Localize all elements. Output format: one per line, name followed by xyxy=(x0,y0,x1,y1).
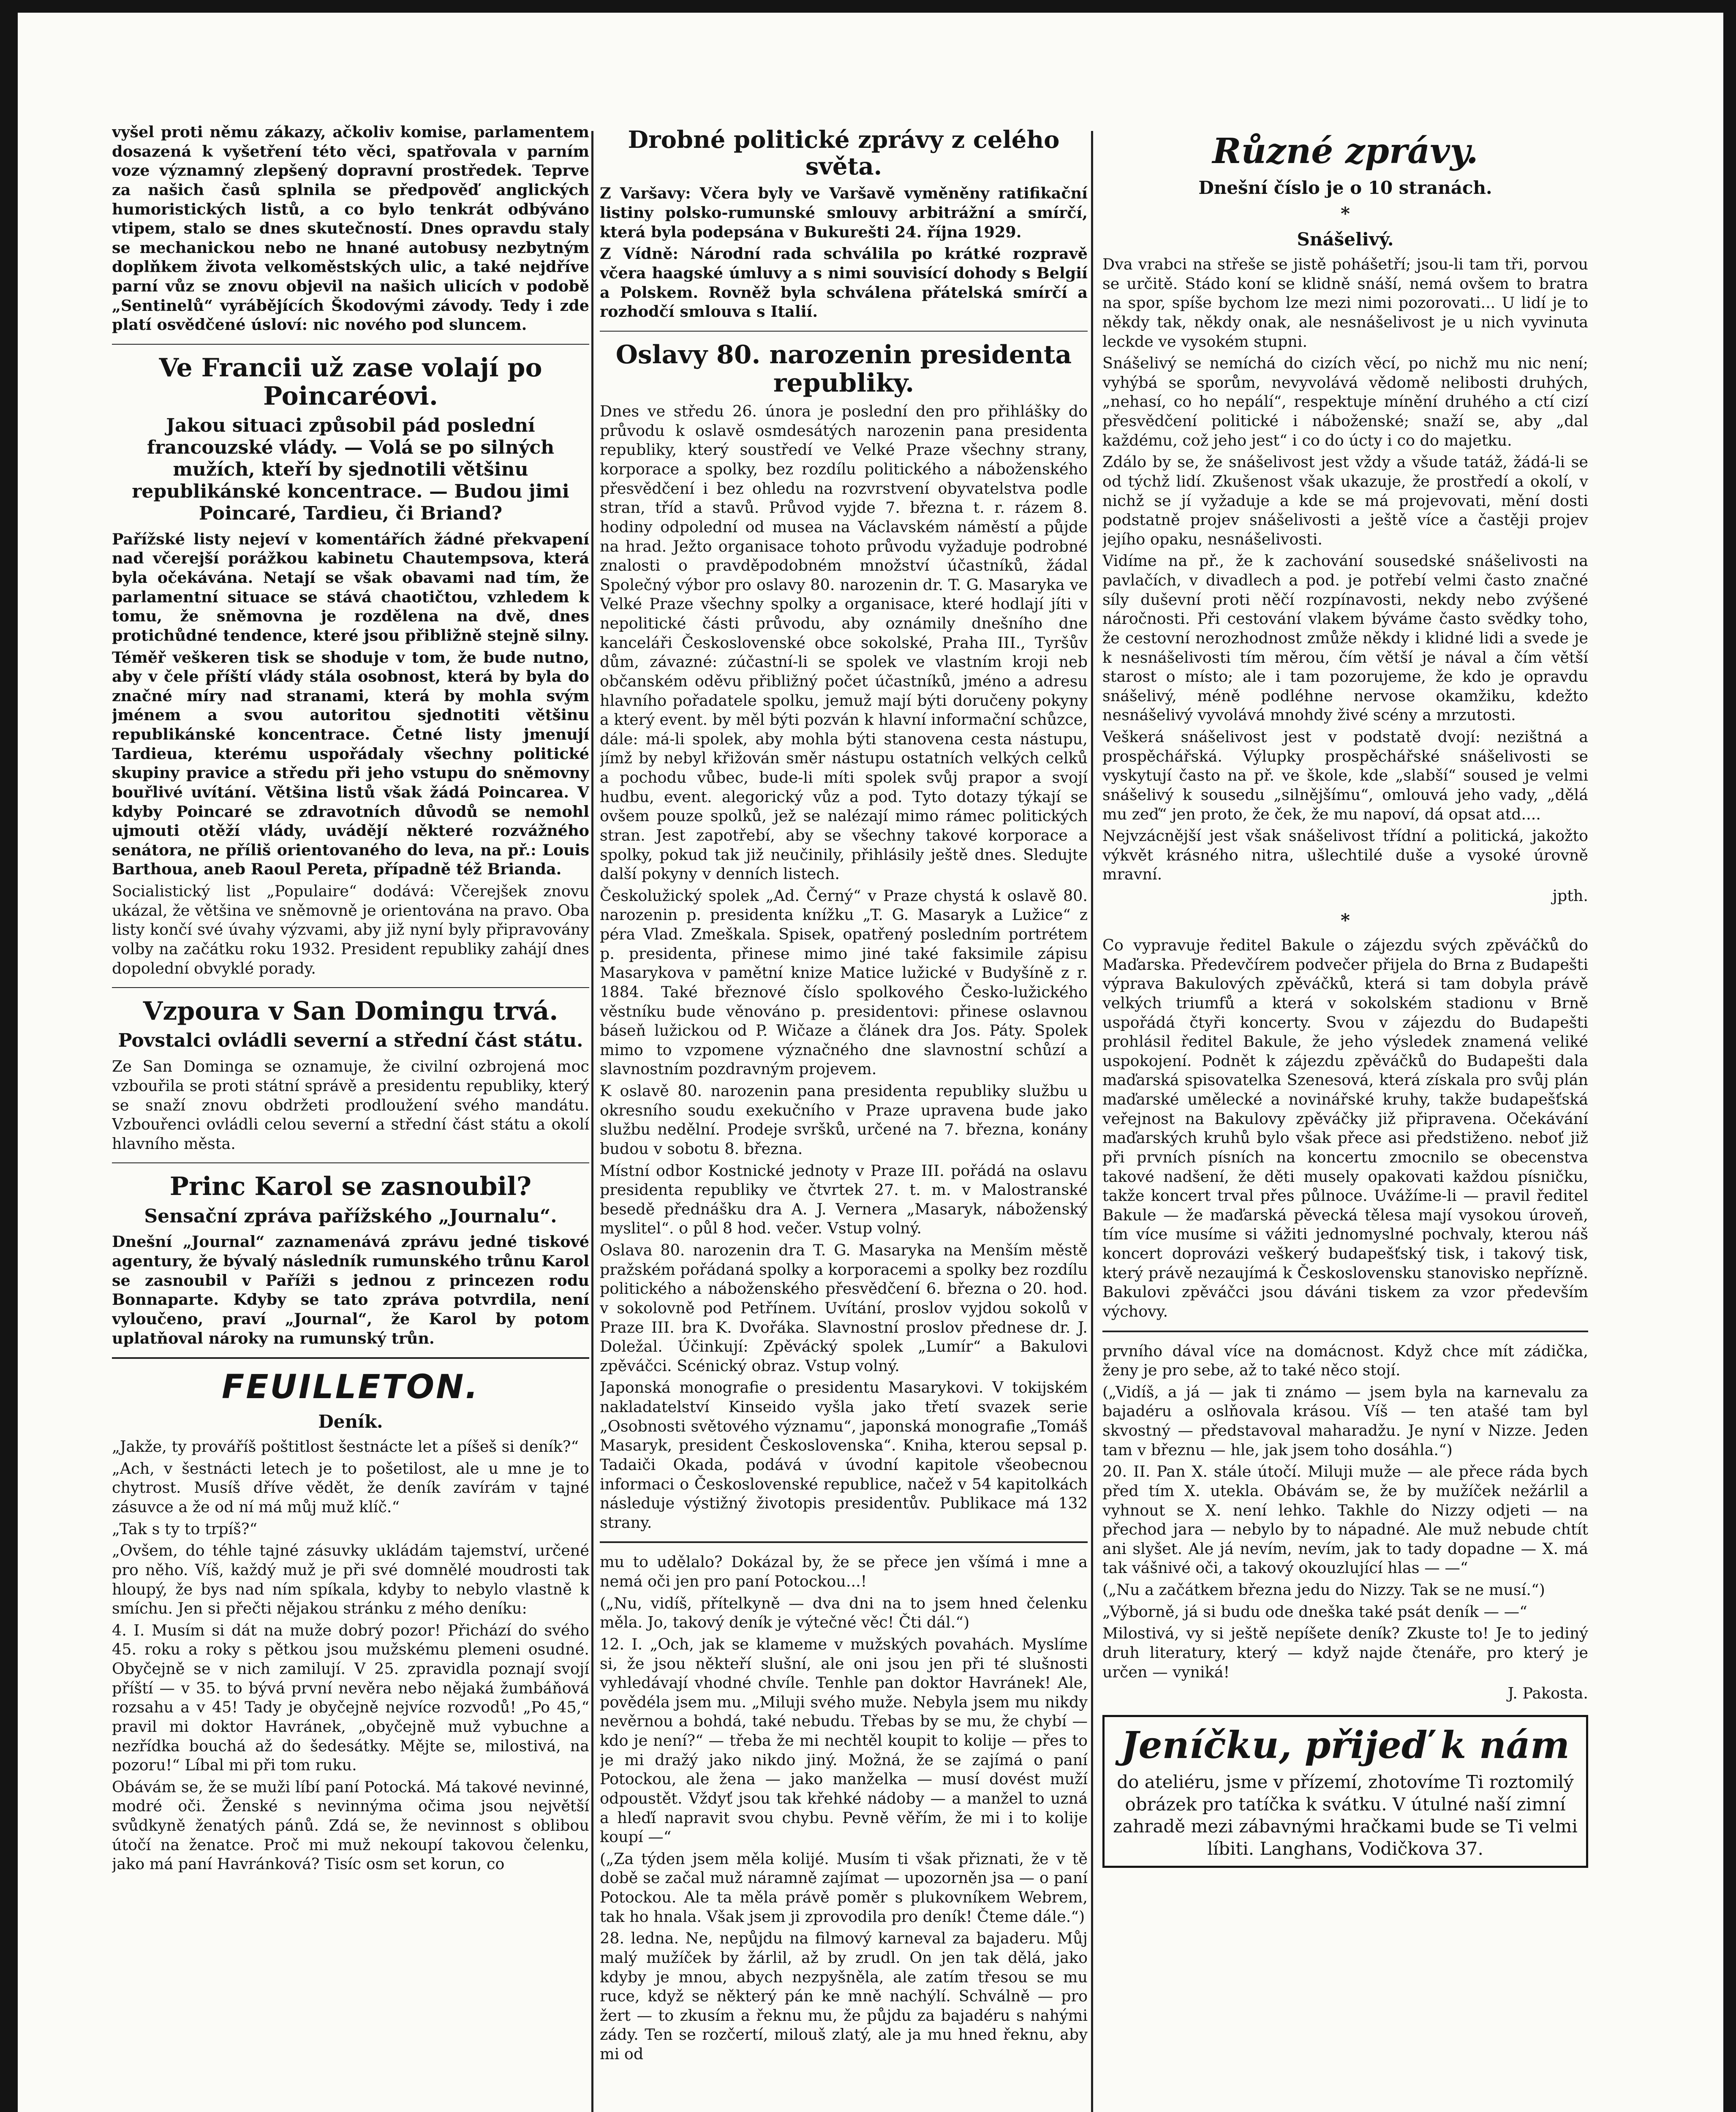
separator-star: * xyxy=(1341,203,1350,224)
column-1 xyxy=(112,122,589,2112)
poincare-headline: Ve Francii už zase volají po Poincaréovi. xyxy=(159,353,542,411)
feuilleton-paragraph: Milostivá, vy si ještě nepíšete deník? Zkuste to! Je to jediný druh literatury, který — když najde čtenáře, pro který je určen — vyniká! xyxy=(1102,1624,1588,1681)
snaselivy-paragraph: Snášelivý se nemíchá do cizích věcí, po nichž mu nic není; vyhýbá se sporům, nevyvolává vědomě nelibosti druhých, „nehasí, co ho nepálí“, respektuje mínění druhého a ctí cizí přesvědčení politické i náboženské; snaží se, aby „dal každému, což jeho jest“ i co do úcty i co do majetku. xyxy=(1102,354,1588,449)
divider xyxy=(600,1541,1088,1543)
feuilleton-title: FEUILLETON. xyxy=(221,1368,480,1407)
divider xyxy=(112,1357,589,1359)
oslavy-paragraph: Českolužický spolek „Ad. Černý“ v Praze chystá k oslavě 80. narozenin p. presidenta knížku „T. G. Masaryk a Lužice“ z péra Vlad. Zmeškala. Spisek, opatřený posledním portrétem p. presidenta, přinese mimo jiné také faksimile zápisu Masarykova v pamětní knize Matice lužické v Budyšíně z r. 1884. Také březnové číslo spolkového Česko-lužického věstníku bude věnováno p. presidentovi: přinese oslavnou báseň lužickou od P. Wičaze a článek dra Jos. Páty. Spolek mimo to vzpomene význačného dne slavnostní schůzí a slavnostním pozdravným projevem. xyxy=(600,886,1088,1078)
oslavy-paragraph: Dnes ve středu 26. února je poslední den pro přihlášky do průvodu k oslavě osmdesátých narozenin pana presidenta republiky, který soustředí ve Velké Praze všechny strany, korporace a spolky, bez rozdílu politického a náboženského přesvědčení i bez ohledu na rozvrstvení obyvatelstva podle stran, tříd a stavů. Průvod vyjde 7. března t. r. rázem 8. hodiny odpolední od musea na Václavském náměstí a půjde na hrad. Ježto organisace tohoto průvodu vyžaduje podrobné znalosti o pravděpodobném množství účastníků, žádal Společný výbor pro oslavy 80. narozenin dr. T. G. Masaryka ve Velké Praze všechny spolky a organisace, které hodlají jíti v nepolitické části průvodu, aby oznámily dnešního dne kanceláři Československé obce sokolské, Praha III., Tyršův dům, závazné: zúčastní-li se spolek ve vlastním kroji neb občanském oděvu přibližný počet účastníků, jméno a adresu hlavního pořadatele spolku, jemuž mají býti doručeny pokyny a který event. by měl býti pozván k hlavní informační schůzce, dále: má-li spolek, aby mohla býti stanovena cesta nástupu, jímž by nebyl křižován směr nástupu ostatních velkých celků a pochodu vůbec, bude-li míti spolek svůj prapor a svojí hudbu, event. alegorický vůz a pod. Tyto dotazy týkají se ovšem pouze spolků, jež se nalézají mimo rámec politických stran. Jest zapotřebí, aby se všechny takové korporace a spolky, pokud tak již neučinily, přihlásily ještě dnes. Sledujte další pokyny v denních listech. xyxy=(600,402,1088,883)
divider xyxy=(112,344,589,345)
drobne-paragraph: Z Vídně: Národní rada schválila po krátké rozpravě včera haagské úmluvy a s nimi souvisící dohody s Belgií a Polskem. Rovněž byla schválena přátelská smírčí a rozhodčí smlouva s Italií. xyxy=(600,245,1088,321)
oslavy-paragraph: Japonská monografie o presidentu Masarykovi. V tokijském nakladatelství Kinseido vyšla jako třetí svazek serie „Osobnosti světového významu“, japonská monografie „Tomáš Masaryk, president Československa“. Kniha, kterou sepsal p. Tadaiči Okada, podává v úvodní kapitole všeobecnou informaci o Československé republice, načež v 54 kapitolkách následuje výstižný životopis presidentův. Publikace má 132 strany. xyxy=(600,1378,1088,1532)
section-title: Různé zprávy. xyxy=(1212,131,1478,171)
feuilleton-paragraph: („Vidíš, a já — jak ti známo — jsem byla na karnevalu za bajadéru a oslňovala krásou. Víš — ten atašé tam byl skvostný — představoval maharadžu. Je nyní v Nizze. Jeden tam v březnu — hle, jak jsem toho dosáhla.“) xyxy=(1102,1383,1588,1459)
divider xyxy=(112,1162,589,1163)
feuilleton-paragraph: 4. I. Musím si dát na muže dobrý pozor! Přichází do svého 45. roku a roky s pětkou jsou mužskému plemeni osudné. Obyčejně se v nich zamilují. V 25. zpravidla poznají svojí příští — v 35. to bývá první nevěra nebo nějaká žumbáňová rozsahu a v 45! Tady je obyčejně nejvíce rozvodů! „Po 45,“ pravil mi doktor Havránek, „obyčejně muž vybuchne a nezřídka bouchá až do šedesátky. Mějte se, milostivá, na pozoru!“ Líbal mi při tom ruku. xyxy=(112,1621,589,1775)
feuilleton-paragraph: Obávám se, že se muži líbí paní Potocká. Má takové nevinné, modré oči. Ženské s nevinnýma očima jsou největší svůdkyně ženatých pánů. Zdá se, že nevinnost s oblibou útočí na ženatce. Proč mi muž nekoupí takovou čelenku, jako má paní Havránková? Tisíc osm set korun, co xyxy=(112,1777,589,1873)
divider xyxy=(112,987,589,988)
column-rule-2 xyxy=(1091,131,1093,2112)
bakule-paragraph: Co vypravuje ředitel Bakule o zájezdu svých zpěváčků do Maďarska. Předevčírem podvečer přijela do Brna z Budapešti výprava Bakulových zpěváčků, která si tam dobyla právě velkých triumfů a která v sokolském stadionu v Brně uspořádá čtyři koncerty. Svou v zájezdu do Budapešti prohlásil ředitel Bakule, že jeho výsledek znamená veliké uspokojení. Podnět k zájezdu zpěváčků do Budapešti dala maďarská spisovatelka Szenesová, která získala pro svůj plán maďarské umělecké a novinářské kruhy, takže budapešťská veřejnost na Bakulovy zpěváčky již připravena. Očekávání maďarských kruhů bylo však přece asi předstiženo. neboť již při prvních písních na koncertu zmocnilo se obecenstva takové nadšení, že děti musely opakovati každou písničku, takže koncert trval přes půlnoce. Uvážíme-li — pravil ředitel Bakule — že maďarská pěvecká tělesa mají vysokou úroveň, tím více musíme si vážiti jednomyslné pochvaly, kterou náš koncert doprovázi veškerý budapešťský tisk, i takový tisk, který právě nezaujímá k Československu stanovisko nepřízně. Bakulovi zpěváčci jsou dáváni tiskem za vzor především výchovy. xyxy=(1102,936,1588,1320)
column-3 xyxy=(1102,122,1588,2112)
snaselivy-paragraph: Dva vrabci na střeše se jistě pohášetří; jsou-li tam tři, porvou se určitě. Stádo koní se klidně snáší, nemá ovšem to bratra na spor, spíše bychom lze mezi nimi pozorovati... U lidí je to někdy tak, někdy onak, ale nesnášelivost je u nich vyvinuta leckde ve vysokém stupni. xyxy=(1102,255,1588,351)
karol-paragraph: Dnešní „Journal“ zaznamenává zprávu jedné tiskové agentury, že bývalý následník rumunského trůnu Karol se zasnoubil v Paříži s jednou z princezen rodu Bonnaparte. Kdyby se tato zpráva potvrdila, není vyloučeno, praví „Journal“, že Karol by potom uplatňoval nároky na rumunský trůn. xyxy=(112,1233,589,1347)
feuilleton-paragraph: („Nu a začátkem března jedu do Nizzy. Tak se ne musí.“) xyxy=(1102,1581,1545,1599)
feuilleton-paragraph: 28. ledna. Ne, nepůjdu na filmový karneval za bajaderu. Můj malý mužíček by žárlil, až by zrudl. On jen tak dělá, jako kdyby je mnou, abych nezpyšněla, ale zatím třesou se mu ruce, když se některý pán ke mně nachýlí. Schválně — pro žert — to zkusím a řeknu mu, že půjdu za bajadéru s nahými zády. Ten se rozčertí, milouš zlatý, ale ja mu hned řeknu, aby mi od xyxy=(600,1929,1088,2063)
poincare-deck: Jakou situaci způsobil pád poslední francouzské vlády. — Volá se po silných mužích, kteří by sjednotili většinu republikánské koncentrace. — Budou jimi Poincaré, Tardieu, či Briand? xyxy=(132,415,569,524)
column-rule-1 xyxy=(591,131,593,2112)
feuilleton-paragraph: („Nu, vidíš, přítelkyně — dva dni na to jsem hned čelenku měla. Jo, takový deník je výtečné věc! Čti dál.“) xyxy=(600,1594,1088,1632)
feuilleton-paragraph: „Výborně, já si budu ode dneška také psát deník — —“ xyxy=(1102,1602,1527,1621)
snaselivy-paragraph: Vidíme na př., že k zachování sousedské snášelivosti na pavlačích, v divadlech a pod. je potřebí velmi často značné síly duševní proti něčí rozpínavosti, nekdy nebo zvýšené náročnosti. Při cestování vlakem býváme často svědky toho, že cestovní nerozhodnost zmůže někdy i klidné lidi a svede je k nesnášelivosti tím měrou, čím větší je nával a čím větší starost o místo; ale i tam pozorujeme, že kdo je opravdu snášelivý, méně podléhne nervose okamžiku, kdežto nesnášelivý vyvolává mnohdy živé scény a mrzutosti. xyxy=(1102,552,1588,724)
issue-note: Dnešní číslo je o 10 stranách. xyxy=(1198,177,1492,198)
karol-deck: Sensační zpráva pařížského „Journalu“. xyxy=(144,1205,557,1227)
oslavy-paragraph: Oslava 80. narozenin dra T. G. Masaryka na Menším městě pražském pořádaná spolky a korporacemi a spolky bez rozdílu politického a náboženského přesvědčení 6. března o 20. hod. v sokolovně pod Petřínem. Uvítání, proslov vyjdou sokolů v Praze III. bra K. Dvořáka. Slavnostní proslov přednese dr. J. Doležal. Účinkují: Zpěvácký spolek „Lumír“ a Bakulovi zpěváčci. Scénický obraz. Vstup volný. xyxy=(600,1241,1088,1375)
feuilleton-signature: J. Pakosta. xyxy=(1507,1684,1588,1703)
divider xyxy=(1102,1331,1588,1332)
page-border-right xyxy=(1723,0,1736,2112)
page-border-top xyxy=(0,0,1736,13)
poincare-paragraph: Téměř veškeren tisk se shoduje v tom, že bude nutno, aby v čele příští vlády stála osobnost, která by byla do značné míry nad stranami, která by mohla svým jménem a svou autoritou sjednotiti většinu republikánské koncentrace. Četné listy jmenují Tardieua, kterému uspořádaly všechny politické skupiny pravice a středu při jeho vstupu do sněmovny bouřlivé uvítání. Většina listů však žádá Poincarea. V kdyby Poincaré se zdravotních důvodů se nemohl ujmouti otěží vlády, uvádějí některé rozvážného senátora, ne příliš orientovaného do leva, na př.: Louis Barthoua, aneb Raoul Pereta, případně též Brianda. xyxy=(112,648,589,879)
domingo-headline: Vzpoura v San Domingu trvá. xyxy=(143,996,558,1026)
oslavy-headline: Oslavy 80. narozenin presidenta republiky. xyxy=(615,340,1072,398)
feuilleton-paragraph: mu to udělalo? Dokázal by, že se přece jen všímá i mne a nemá oči jen pro paní Potockou...! xyxy=(600,1553,1088,1591)
oslavy-paragraph: Místní odbor Kostnické jednoty v Praze III. pořádá na oslavu presidenta republiky ve čtvrtek 27. t. m. v Malostranské besedě přednášku dra A. J. Vernera „Masaryk, náboženský myslitel“. o půl 8 hod. večer. Vstup volný. xyxy=(600,1161,1088,1238)
feuilleton-paragraph: „Ach, v šestnácti letech je to pošetilost, ale u mne je to chytrost. Musíš dříve vědět, že deník zavírám v tajné zásuvce a že od ní má můj muž klíč.“ xyxy=(112,1459,589,1516)
feuilleton-paragraph: 12. I. „Och, jak se klameme v mužských povahách. Myslíme si, že jsou někteří slušní, ale oni jsou jen při té slušnosti vyhledávají vhodné chvíle. Tenhle pan doktor Havránek! Ale, povědéla jsem mu. „Miluji svého muže. Nebyla jsem mu nikdy nevěrnou a bohdá, také nebudu. Třebas by se mu, že chybí — kdo je není?“ — třeba že mi nechtěl koupit to kolije — přes to je mi dražý jako nikdo jiný. Možná, že se zajímá o paní Potockou, ale žena — jako manželka — musí dovést muží odpoustět. Vždyť jsou tak křehké nádoby — a manžel to uzná a hleďí napravit svou chybu. Pevně věřím, že mi i to kolije koupí —“ xyxy=(600,1635,1088,1846)
feuilleton-paragraph: „Ovšem, do téhle tajné zásuvky ukládám tajemství, určené pro něho. Víš, každý muž je při své domnělé moudrosti tak hloupý, že bys nad ním spíkala, kdyby to nebylo vlastně k smíchu. Jen si přečti nějakou stránku z mého deníku: xyxy=(112,1541,589,1618)
snaselivy-paragraph: Zdálo by se, že snášelivost jest vždy a všude tatáž, žádá-li se od týchž lidí. Zkušenost však ukazuje, že prostředí a okolí, v nichž se jí vyžaduje a kde se má projevovati, mění dosti podstatně projev snášelivosti a ještě více a častěji projev jejího opaku, nesnášelivosti. xyxy=(1102,453,1588,548)
snaselivy-signature: jpth. xyxy=(1552,887,1588,905)
drobne-paragraph: Z Varšavy: Včera byly ve Varšavě vyměněny ratifikační listiny polsko-rumunské smlouvy arbitrážní a smírčí, která byla podepsána v Bukurešti 24. října 1929. xyxy=(600,184,1088,241)
feuilleton-paragraph: prvního dával více na domácnost. Když chce mít zádička, ženy je pro sebe, až to také něco stojí. xyxy=(1102,1342,1588,1380)
feuilleton-paragraph: „Jakže, ty prováříš poštitlost šestnácte let a píšeš si deník?“ xyxy=(112,1437,579,1456)
divider xyxy=(600,331,1088,332)
snaselivy-paragraph: Veškerá snášelivost jest v podstatě dvojí: nezištná a prospěchářská. Výlupky prospěchářské snášelivosti se vyskytují často na př. ve škole, kde „slabší“ soused je velmi snášelivý k sousedu „silnějšímu“, omlouvá jeho vady, „dělá mu zeď“ jen proto, že ček, že mu napoví, dá opsat atd.... xyxy=(1102,728,1588,823)
snaselivy-paragraph: Nejvzácnější jest však snášelivost třídní a politická, jakožto výkvět krásného nitra, ušlechtilé duše a vysoké úrovně mravní. xyxy=(1102,827,1588,884)
separator-star: * xyxy=(1341,910,1350,931)
feuilleton-paragraph: („Za týden jsem měla kolijé. Musím ti však přiznati, že v tě době se začal muž náramně zajímat — upozorněn jsa — o paní Potockou. Ale ta měla právě poměr s plukovníkem Webrem, tak ho hnala. Však jsem ji zprovodila pro deník! Čteme dále.“) xyxy=(600,1849,1088,1926)
ad-text: do ateliéru, jsme v přízemí, zhotovíme Ti roztomilý obrázek pro tatíčka k svátku. V útulné naší zimní zahradě mezi zábavnými hračkami bude se Ti velmi líbiti. Langhans, Vodičkova 37. xyxy=(1113,1772,1578,1859)
feuilleton-subtitle: Deník. xyxy=(318,1411,383,1432)
feuilleton-paragraph: 20. II. Pan X. stále útočí. Miluji muže — ale přece ráda bych před tím X. utekla. Obávám se, že by mužíček nežárlil a vyhnout se X. není lehko. Takhle do Nizzy odjeti — na přechod jara — nebylo by to nápadné. Ale muž nebude chtít ani slyšet. Ale já nevím, nevím, jak to tady dopadne — X. má tak vášnivé oči, a takový okouzlující hlas — —“ xyxy=(1102,1462,1588,1577)
poincare-paragraph: Socialistický list „Populaire“ dodává: Včerejšek znovu ukázal, že většina ve sněmovně je orientována na pravo. Oba listy končí své úvahy výzvami, aby již nyní byly připravovány volby na začátku roku 1932. President republiky zahájí dnes dopolední obvyklé porady. xyxy=(112,882,589,977)
intro-paragraph: vyšel proti němu zákazy, ačkoliv komise, parlamentem dosazená k vyšetření této věci, spatřovala v parním voze významný zlepšený dopravní prostředek. Teprve za našich časů splnila se předpověď anglických humoristických listů, a co bylo tenkrát odbýváno vtipem, stalo se dnes skutečností. Dnes opravdu staly se mechanickou nebo ne hnané autobusy nezbytným doplňkem života velkoměstských ulic, a také nejdříve parní vůz se znovu objevil na našich ulicích v podobě „Sentinelů“ vyrábějících Škodovými závody. Tedy i zde platí osvědčené úsloví: nic nového pod sluncem. xyxy=(112,123,589,334)
snaselivy-headline: Snášelivý. xyxy=(1297,229,1394,250)
drobne-headline: Drobné politické zprávy z celého světa. xyxy=(628,126,1060,180)
domingo-paragraph: Ze San Dominga se oznamuje, že civilní ozbrojená moc vzbouřila se proti státní správě a presidentu republiky, který se snaží znovu obdržeti prodloužení svého mandátu. Vzbouřenci ovládli celou severní a střední část státu a okolí hlavního města. xyxy=(112,1057,589,1153)
feuilleton-paragraph: „Tak s ty to trpíš?“ xyxy=(112,1519,258,1538)
page-border-left xyxy=(0,0,18,2112)
langhans-advertisement xyxy=(1102,1715,1588,1868)
domingo-deck: Povstalci ovládli severní a střední část státu. xyxy=(118,1030,583,1052)
oslavy-paragraph: K oslavě 80. narozenin pana presidenta republiky službu u okresního soudu exekučního v Praze upravena bude jako službu nedělní. Prodeje svršků, určené na 7. března, konány budou v sobotu 8. března. xyxy=(600,1082,1088,1158)
poincare-paragraph: Pařížské listy nejeví v komentářích žádné překvapení nad včerejší porážkou kabinetu Chautempsova, která byla očekávána. Netají se však obavami nad tím, že parlamentní situace se stává chaotičtou, vzhledem k tomu, že sněmovna je rozdělena na dvě, dnes protichůdné tendence, které jsou přibližně stejně silny. xyxy=(112,530,589,645)
column-2 xyxy=(600,122,1088,2112)
ad-title: Jeníčku, přijeď k nám xyxy=(1121,1723,1570,1767)
karol-headline: Princ Karol se zasnoubil? xyxy=(169,1172,532,1202)
